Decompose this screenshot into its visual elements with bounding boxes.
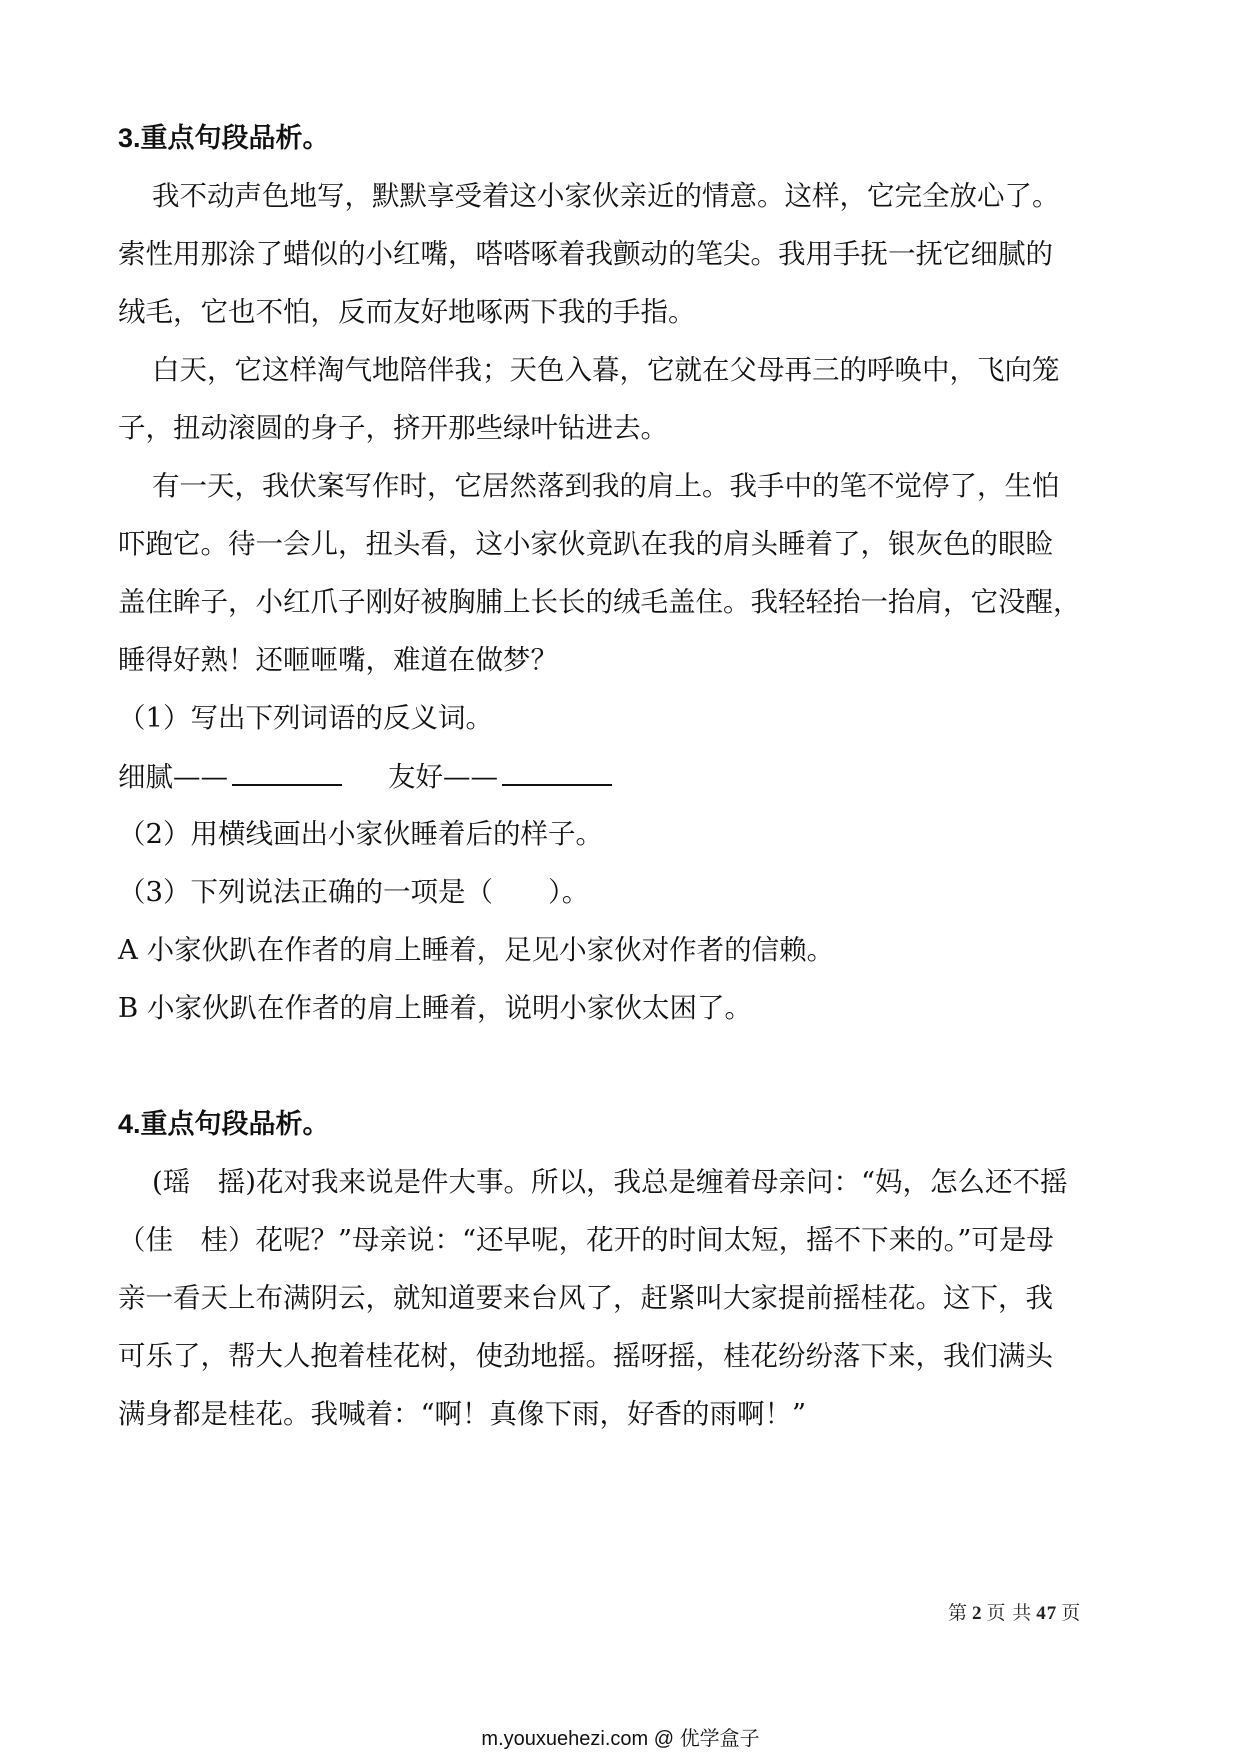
answer-blank-1[interactable]	[232, 756, 342, 786]
section3-para3-line1: 有一天，我伏案写作时，它居然落到我的肩上。我手中的笔不觉停了，生怕	[152, 470, 1060, 502]
section3-heading: 3.重点句段品析。	[118, 123, 330, 153]
section4-para-line1: (瑶 摇)花对我来说是件大事。所以，我总是缠着母亲问：“妈，怎么还不摇	[152, 1166, 1068, 1198]
section4-para-line4: 可乐了，帮大人抱着桂花树，使劲地摇。摇呀摇，桂花纷纷落下来，我们满头	[118, 1340, 1053, 1372]
section3-para3-line3: 盖住眸子，小红爪子刚好被胸脯上长长的绒毛盖住。我轻轻抬一抬肩，它没醒，	[118, 586, 1081, 618]
antonym-word-2: 友好——	[388, 761, 498, 793]
section4-para-line2: （佳 桂）花呢？”母亲说：“还早呢，花开的时间太短，摇不下来的。”可是母	[118, 1224, 1054, 1256]
option-b: B 小家伙趴在作者的肩上睡着，说明小家伙太困了。	[118, 992, 752, 1024]
answer-blank-2[interactable]	[502, 756, 612, 786]
question-2: （2）用横线画出小家伙睡着后的样子。	[118, 818, 603, 850]
antonym-row	[118, 756, 612, 797]
question-1: （1）写出下列词语的反义词。	[118, 702, 493, 734]
question-3: （3）下列说法正确的一项是（ ）。	[118, 876, 590, 908]
section4-heading: 4.重点句段品析。	[118, 1109, 330, 1139]
section4-para-line5: 满身都是桂花。我喊着：“啊！真像下雨，好香的雨啊！”	[118, 1398, 807, 1430]
section3-para2-line1: 白天，它这样淘气地陪伴我；天色入暮，它就在父母再三的呼唤中，飞向笼	[152, 354, 1060, 386]
section3-para1-line2: 索性用那涂了蜡似的小红嘴，嗒嗒啄着我颤动的笔尖。我用手抚一抚它细腻的	[118, 238, 1053, 270]
antonym-word-1: 细腻——	[118, 761, 228, 793]
section4-para-line3: 亲一看天上布满阴云，就知道要来台风了，赶紧叫大家提前摇桂花。这下，我	[118, 1282, 1053, 1314]
section3-para1-line3: 绒毛，它也不怕，反而友好地啄两下我的手指。	[118, 296, 696, 328]
section3-para3-line2: 吓跑它。待一会儿，扭头看，这小家伙竟趴在我的肩头睡着了，银灰色的眼睑	[118, 528, 1053, 560]
page-number: 第 2 页 共 47 页	[948, 1603, 1082, 1624]
section3-para1-line1: 我不动声色地写，默默享受着这小家伙亲近的情意。这样，它完全放心了。	[152, 180, 1060, 212]
watermark: m.youxuehezi.com @ 优学盒子	[481, 1728, 760, 1750]
section3-para2-line2: 子，扭动滚圆的身子，挤开那些绿叶钻进去。	[118, 412, 668, 444]
section3-para3-line4: 睡得好熟！还咂咂嘴，难道在做梦？	[118, 644, 558, 676]
option-a: A 小家伙趴在作者的肩上睡着，足见小家伙对作者的信赖。	[118, 934, 835, 966]
